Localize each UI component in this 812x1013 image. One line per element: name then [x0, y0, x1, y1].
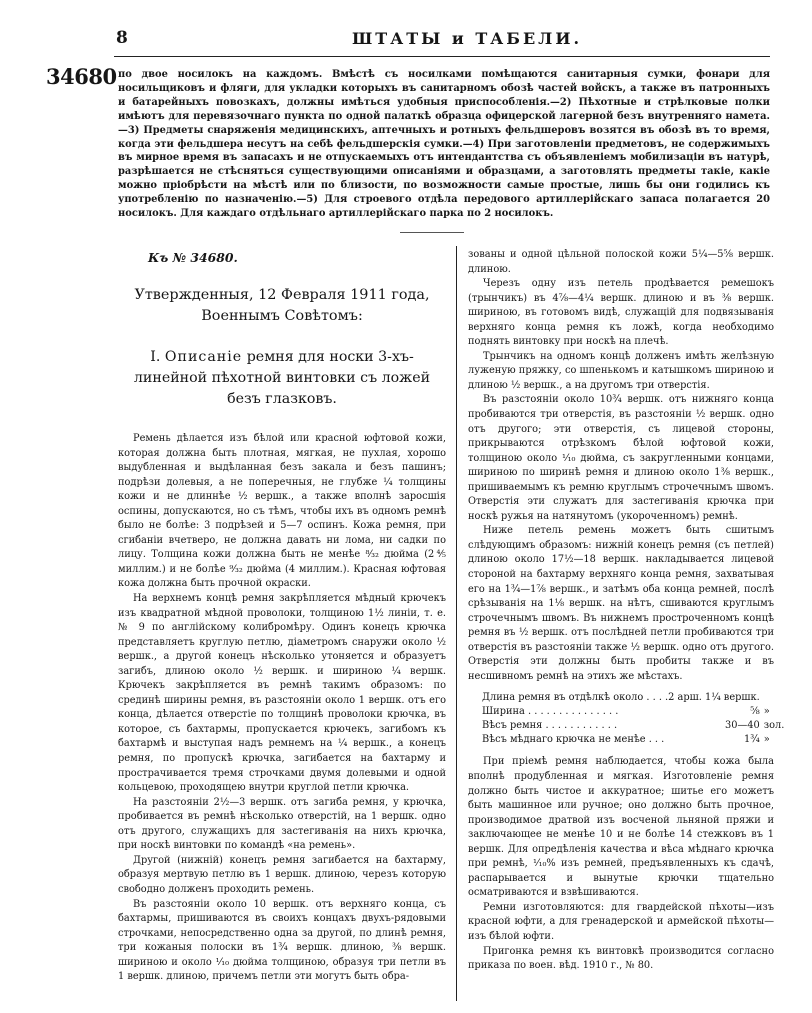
- spec-unit: [764, 691, 785, 705]
- spec-value: 2 арш. 1¼ вершк.: [668, 692, 760, 704]
- section-title: [118, 347, 446, 410]
- paragraph: Черезъ одну изъ петель продѣвается ремешокъ (трынчикъ) въ 4⅞—4¼ вершк. длиною и въ ⅜ вершк. шириною, въ готовомъ видѣ, служащій для подвязыванія верхняго конца ремня къ ложѣ, когда необходимо поднять винтовку при носкѣ на плечѣ.: [468, 278, 774, 348]
- spec-unit: »: [763, 706, 770, 718]
- spec-unit: »: [763, 734, 770, 746]
- paragraph: Пригонка ремня къ винтовкѣ производится согласно приказа по воен. вѣд. 1910 г., № 80.: [468, 945, 774, 972]
- spec-label: Ширина . . . . . . . . . . . . . . .: [482, 706, 619, 718]
- paragraph: На разстояніи 2½—3 вершк. отъ загиба ремня, у крючка, пробивается въ ремнѣ нѣсколько отверстій, на 1 вершк. одно отъ другого, служащихъ для застегиванія на нихъ крючка, при носкѣ винтовки по командѣ «на ремень».: [118, 796, 446, 852]
- paragraph: Трынчикъ на одномъ концѣ долженъ имѣть желѣзную луженую пряжку, со шпенькомъ и катышкомъ шириною и длиною ½ вершк., а на другомъ три отверстія.: [468, 350, 774, 391]
- section-title-word: Описаніе: [164, 349, 243, 365]
- paragraph: При пріемѣ ремня наблюдается, чтобы кожа была вполнѣ продубленная и мягкая. Изготовленіе ремня должно быть чистое и аккуратное; шитье его можетъ быть машинное или ручное; оно должно быть прочное, производимое дратвой изъ восченой льняной пряжи и заключающее не менѣе 10 и не болѣе 14 стежковъ въ 1 вершк. Для опредѣленія качества и вѣса мѣднаго крючка при ремнѣ, ¹⁄₁₀% изъ ремней, предъявленныхъ къ сдачѣ, распарывается и вынутые крючки тщательно осматриваются и взвѣшиваются.: [468, 756, 774, 899]
- section-separator: [400, 232, 464, 233]
- spec-value: ⅝: [750, 706, 760, 718]
- right-column: [468, 248, 785, 974]
- paragraph: Ремень дѣлается изъ бѣлой или красной юфтовой кожи, которая должна быть плотная, мягкая, не пухлая, хорошо выдубленная и выдѣланная безъ закала и безъ пашинъ; подрѣзи долевыя, а не поперечныя, не глубже ¼ толщины кожи и не длиннѣе ½ вершк., а также вполнѣ заросшія оспины, допускаются, но съ тѣмъ, чтобы ихъ въ одномъ ремнѣ было не болѣе: 3 подрѣзей и 5—7 оспинъ. Кожа ремня, при сгибаніи вчетверо, не должна давать ни лома, ни садки по лицу. Толщина кожи должна быть не менѣе ⁸⁄₃₂ дюйма (2⅘ миллим.) и не болѣе ⁹⁄₃₂ дюйма (4 миллим.). Красная юфтовая кожа должна быть прочной окраски.: [118, 433, 446, 590]
- reference-number: Къ № 34680.: [148, 250, 238, 265]
- approval-heading: Утвержденныя, 12 Февраля 1911 года, Военнымъ Совѣтомъ:: [134, 287, 430, 324]
- spec-label: Вѣсъ ремня . . . . . . . . . . . .: [482, 720, 618, 732]
- column-divider: [456, 246, 457, 1001]
- paragraph: зованы и одной цѣльной полоской кожи 5¼—5⅝ вершк. длиною.: [468, 249, 774, 275]
- paragraph: Въ разстояніи около 10 вершк. отъ верхняго конца, съ бахтармы, пришиваются въ своихъ концахъ двухъ-рядовыми строчками, непосредственно одна за другой, по длинѣ ремня, три кожаныя полоски въ 1¾ вершк. длиною, ⅜ вершк. шириною и около ¹⁄₁₀ дюйма толщиною, образуя три петли въ 1 вершк. длиною, причемъ петли эти могутъ быть обра-: [118, 898, 446, 983]
- margin-number: 34680: [46, 64, 117, 89]
- running-title: ШТАТЫ и ТАБЕЛИ.: [352, 29, 583, 48]
- spec-value: 1¾: [744, 734, 760, 746]
- paragraph: Другой (нижній) конецъ ремня загибается на бахтарму, образуя мертвую петлю въ 1 вершк. длиною, черезъ которую свободно долженъ проходить ремень.: [118, 854, 446, 895]
- section-title-rest: ремня для носки 3-хъ-линейной пѣхотной винтовки съ ложей безъ глазковъ.: [133, 349, 431, 407]
- left-column: [118, 250, 446, 985]
- header-rule: [114, 56, 770, 57]
- spec-label: Длина ремня въ отдѣлкѣ около . . . .: [482, 692, 669, 704]
- paragraph: Ремни изготовляются: для гвардейской пѣхоты—изъ красной юфти, а для гренадерской и армейской пѣхоты—изъ бѣлой юфти.: [468, 901, 774, 942]
- paragraph: Ниже петель ремень можетъ быть сшитымъ слѣдующимъ образомъ: нижній конецъ ремня (съ петлей) длиною около 17½—18 вершк. накладывается лицевой стороной на бахтарму верхняго конца ремня, захватывая его на 1¾—1⅞ вершк., и затѣмъ оба конца ремней, послѣ срѣзыванія на 1⅛ вершк. на нѣтъ, сшиваются круглымъ строчечнымъ швомъ. Въ нижнемъ простроченномъ концѣ ремня въ ½ вершк. отъ послѣдней петли пробиваются три отверстія въ разстояніи также ½ вершк. одно отъ другого. Отверстія эти должны быть пробиты также и въ несшивномъ ремнѣ на этихъ же мѣстахъ.: [468, 525, 774, 682]
- specifications-table: [468, 691, 784, 747]
- paragraph: Въ разстояніи около 10¾ вершк. отъ нижняго конца пробиваются три отверстія, въ разстояніи ½ вершк. одно отъ другого; эти отверстія, съ лицевой стороны, прикрываются отрѣзкомъ бѣлой юфтовой кожи, толщиною около ¹⁄₁₀ дюйма, съ закругленными концами, шириною по ширинѣ ремня и длиною около 1⅜ вершк., пришиваемымъ къ ремню круглымъ строчечнымъ швомъ. Отверстія эти служатъ для застегиванія крючка при носкѣ ружья на натянутомъ (укороченномъ) ремнѣ.: [468, 394, 774, 522]
- intro-paragraph: по двое носилокъ на каждомъ. Вмѣстѣ съ носилками помѣщаются санитарныя сумки, фонари для носильщиковъ и фляги, для укладки которыхъ въ санитарномъ обозѣ частей войскъ, а также въ патронныхъ и батарейныхъ повозкахъ, должны имѣться удобныя приспособленія.—2) Пѣхотные и стрѣлковые полки имѣютъ для перевязочнаго пункта по одной палаткѣ образца офицерской лагерной безъ внутренняго намета.—3) Предметы снаряженія медицинскихъ, аптечныхъ и ротныхъ фельдшеровъ возятся въ обозѣ въ то время, когда эти фельдшера несутъ на себѣ фельдшерскія сумки.—4) При заготовленіи предметовъ, не содержимыхъ въ мирное время въ запасахъ и не отпускаемыхъ отъ интендантства съ объявленіемъ мобилизаціи въ натурѣ, разрѣшается не стѣсняться существующими описаніями и образцами, а заготовлять предметы такіе, какіе можно пріобрѣсти на мѣстѣ или по близости, по возможности самые простые, лишь бы они годились къ употребленію по назначенію.—5) Для строевого отдѣла передового артиллерійскаго запаса полагается 20 носилокъ. Для каждаго отдѣльнаго артиллерійскаго парка по 2 носилокъ.: [118, 69, 770, 220]
- spec-label: Вѣсъ мѣднаго крючка не менѣе . . .: [482, 734, 665, 746]
- spec-value: 30—40: [725, 720, 760, 732]
- page-number: 8: [116, 28, 128, 48]
- section-number: I.: [150, 349, 161, 365]
- paragraph: На верхнемъ концѣ ремня закрѣпляется мѣдный крючекъ изъ квадратной мѣдной проволоки, толщиною 1½ линіи, т. е. № 9 по англійскому колибромѣру. Одинъ конецъ крючка представляетъ круглую петлю, діаметромъ снаружи около ½ вершк., а другой конецъ нѣсколько утоняется и образуетъ загибъ, длиною около ½ вершк. и шириною ¼ вершк. Крючекъ закрѣпляется въ ремнѣ такимъ образомъ: по срединѣ ширины ремня, въ разстояніи около 1 вершк. отъ его конца, дѣлается отверстіе по толщинѣ проволоки крючка, въ которое, съ бахтармы, пропускается крючекъ, загибомъ къ бахтармѣ и выступая надъ ремнемъ на ¼ вершк., а конецъ ремня, по пропускѣ крючка, загибается на бахтарму и прострачивается тремя строчками двумя долевыми и одной кольцевою, проходящею внутри круглой петли крючка.: [118, 593, 446, 794]
- spec-row: [468, 733, 784, 747]
- spec-unit: зол.: [763, 720, 785, 732]
- spec-row: [468, 705, 784, 719]
- spec-row: [468, 719, 784, 733]
- spec-row: [468, 691, 784, 705]
